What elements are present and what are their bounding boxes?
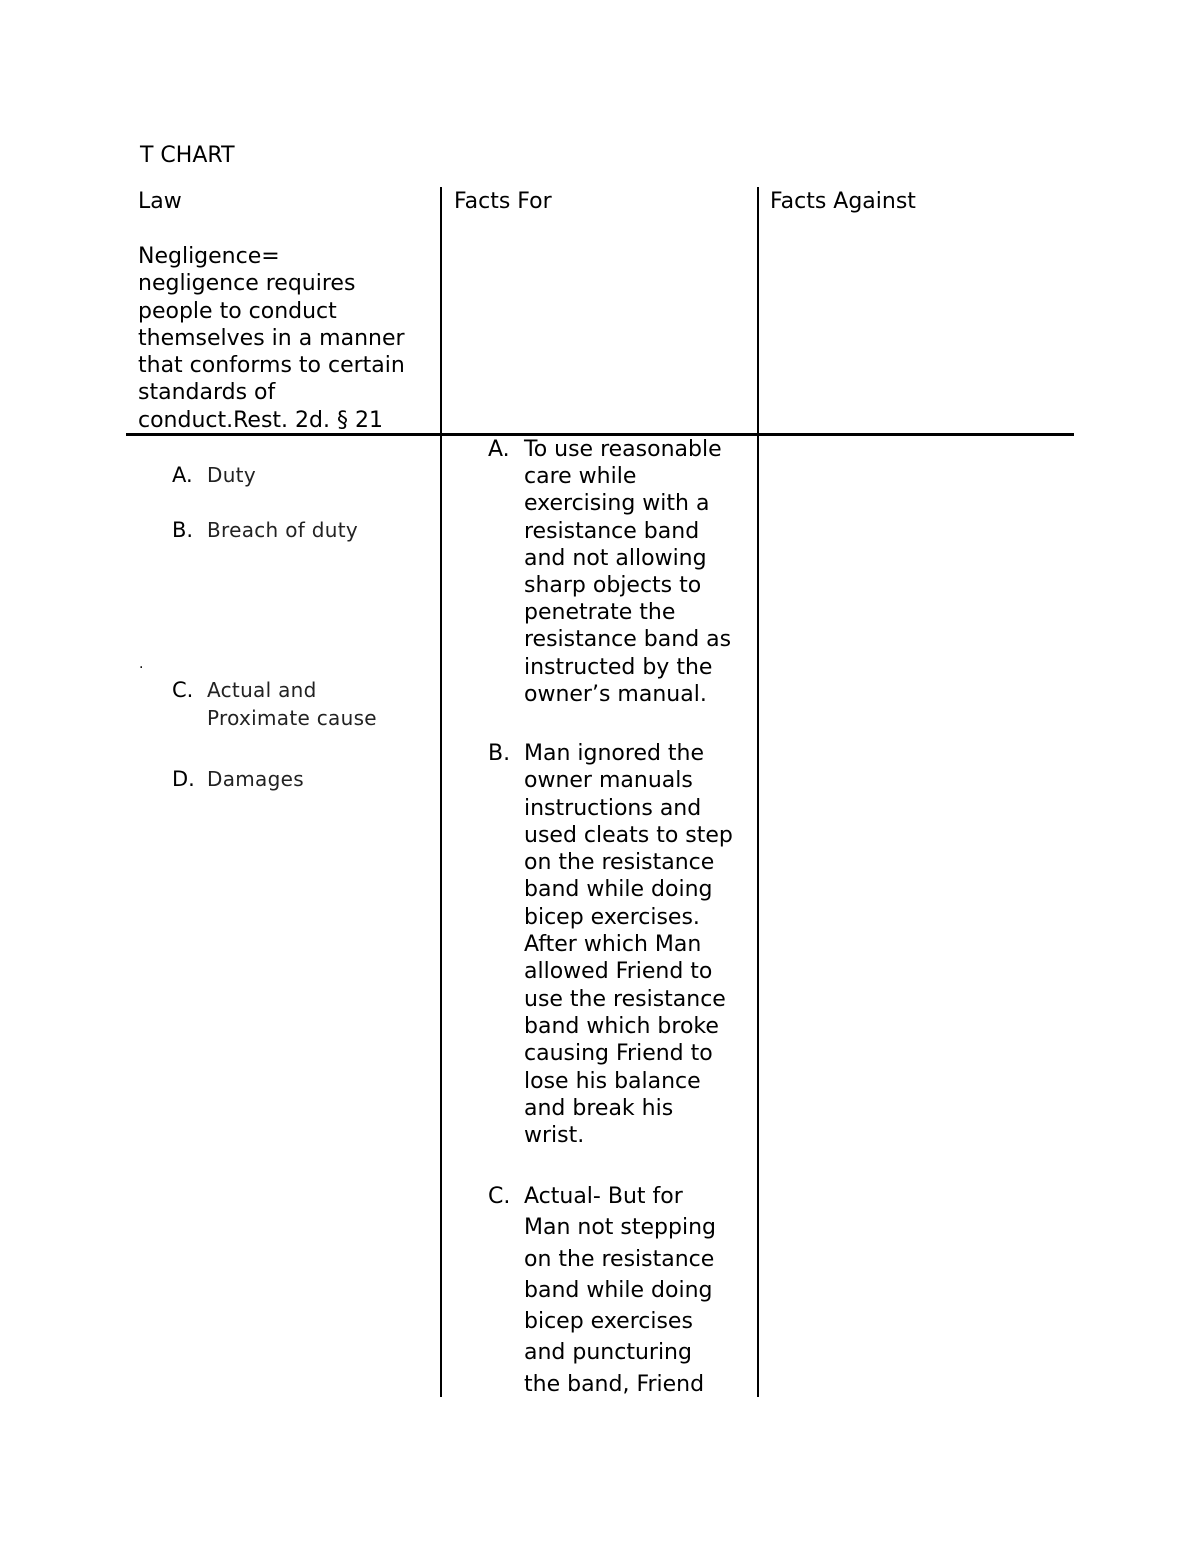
law-definition-line: conduct.Rest. 2d. § 21 xyxy=(138,407,383,433)
fact-line: band while doing xyxy=(524,877,713,903)
list-item-letter: A. xyxy=(172,463,193,487)
list-item-line: Actual and xyxy=(207,678,317,702)
fact-line: Man not stepping xyxy=(524,1215,716,1241)
fact-line: Actual- But for xyxy=(524,1184,683,1209)
law-definition-line: standards of xyxy=(138,380,276,406)
fact-line: the band, Friend xyxy=(524,1371,705,1397)
column-header-law: Law xyxy=(138,189,182,214)
stray-mark: . xyxy=(139,656,144,672)
list-item-text xyxy=(207,676,427,732)
fact-line: care while xyxy=(524,464,637,490)
law-definition-line: negligence requires xyxy=(138,271,356,297)
fact-line: bicep exercises. xyxy=(524,904,700,930)
fact-line: use the resistance xyxy=(524,986,726,1012)
fact-line: resistance band as xyxy=(524,627,732,653)
list-item-line: Damages xyxy=(207,767,304,791)
fact-item-letter: B. xyxy=(488,741,511,766)
column-divider-1 xyxy=(440,187,442,1397)
fact-item-text xyxy=(524,1181,754,1400)
fact-line: used cleats to step xyxy=(524,822,733,848)
fact-line: Man ignored the xyxy=(524,741,705,766)
fact-line: penetrate the xyxy=(524,600,676,626)
fact-line: sharp objects to xyxy=(524,573,702,599)
fact-line: owner manuals xyxy=(524,768,693,794)
fact-line: and break his xyxy=(524,1095,674,1121)
fact-line: allowed Friend to xyxy=(524,959,713,985)
column-header-facts-against: Facts Against xyxy=(770,189,916,214)
fact-line: and puncturing xyxy=(524,1340,692,1366)
list-item-line: Duty xyxy=(207,463,256,487)
fact-item-letter: C. xyxy=(488,1184,511,1209)
fact-line: and not allowing xyxy=(524,545,707,571)
column-header-facts-for: Facts For xyxy=(454,189,552,214)
law-definition xyxy=(138,243,438,434)
fact-item-text xyxy=(524,740,754,1149)
list-item-letter: D. xyxy=(172,767,195,791)
list-item-line: Proximate cause xyxy=(207,706,377,730)
fact-line: band while doing xyxy=(524,1277,713,1303)
law-definition-line: themselves in a manner xyxy=(138,325,405,351)
fact-line: on the resistance xyxy=(524,1246,715,1272)
fact-item-letter: A. xyxy=(488,437,510,462)
list-item-letter: C. xyxy=(172,678,194,702)
page-title: T CHART xyxy=(140,143,235,168)
list-item-line: Breach of duty xyxy=(207,518,358,542)
list-item-text xyxy=(207,765,427,793)
fact-item-text xyxy=(524,436,754,708)
fact-line: causing Friend to xyxy=(524,1041,713,1067)
list-item-text xyxy=(207,461,427,489)
fact-line: lose his balance xyxy=(524,1068,701,1094)
fact-line: on the resistance xyxy=(524,850,715,876)
fact-line: After which Man xyxy=(524,932,702,958)
fact-line: instructions and xyxy=(524,795,702,821)
fact-line: owner’s manual. xyxy=(524,681,707,707)
list-item-letter: B. xyxy=(172,518,194,542)
fact-line: To use reasonable xyxy=(524,437,722,462)
column-divider-2 xyxy=(757,187,759,1397)
list-item-text xyxy=(207,516,427,544)
fact-line: instructed by the xyxy=(524,654,713,680)
law-definition-line: that conforms to certain xyxy=(138,353,405,379)
fact-line: band which broke xyxy=(524,1013,719,1039)
fact-line: wrist. xyxy=(524,1123,585,1149)
fact-line: resistance band xyxy=(524,518,700,544)
law-definition-line: Negligence= xyxy=(138,244,280,269)
law-definition-line: people to conduct xyxy=(138,298,337,324)
fact-line: exercising with a xyxy=(524,491,710,517)
fact-line: bicep exercises xyxy=(524,1309,693,1335)
